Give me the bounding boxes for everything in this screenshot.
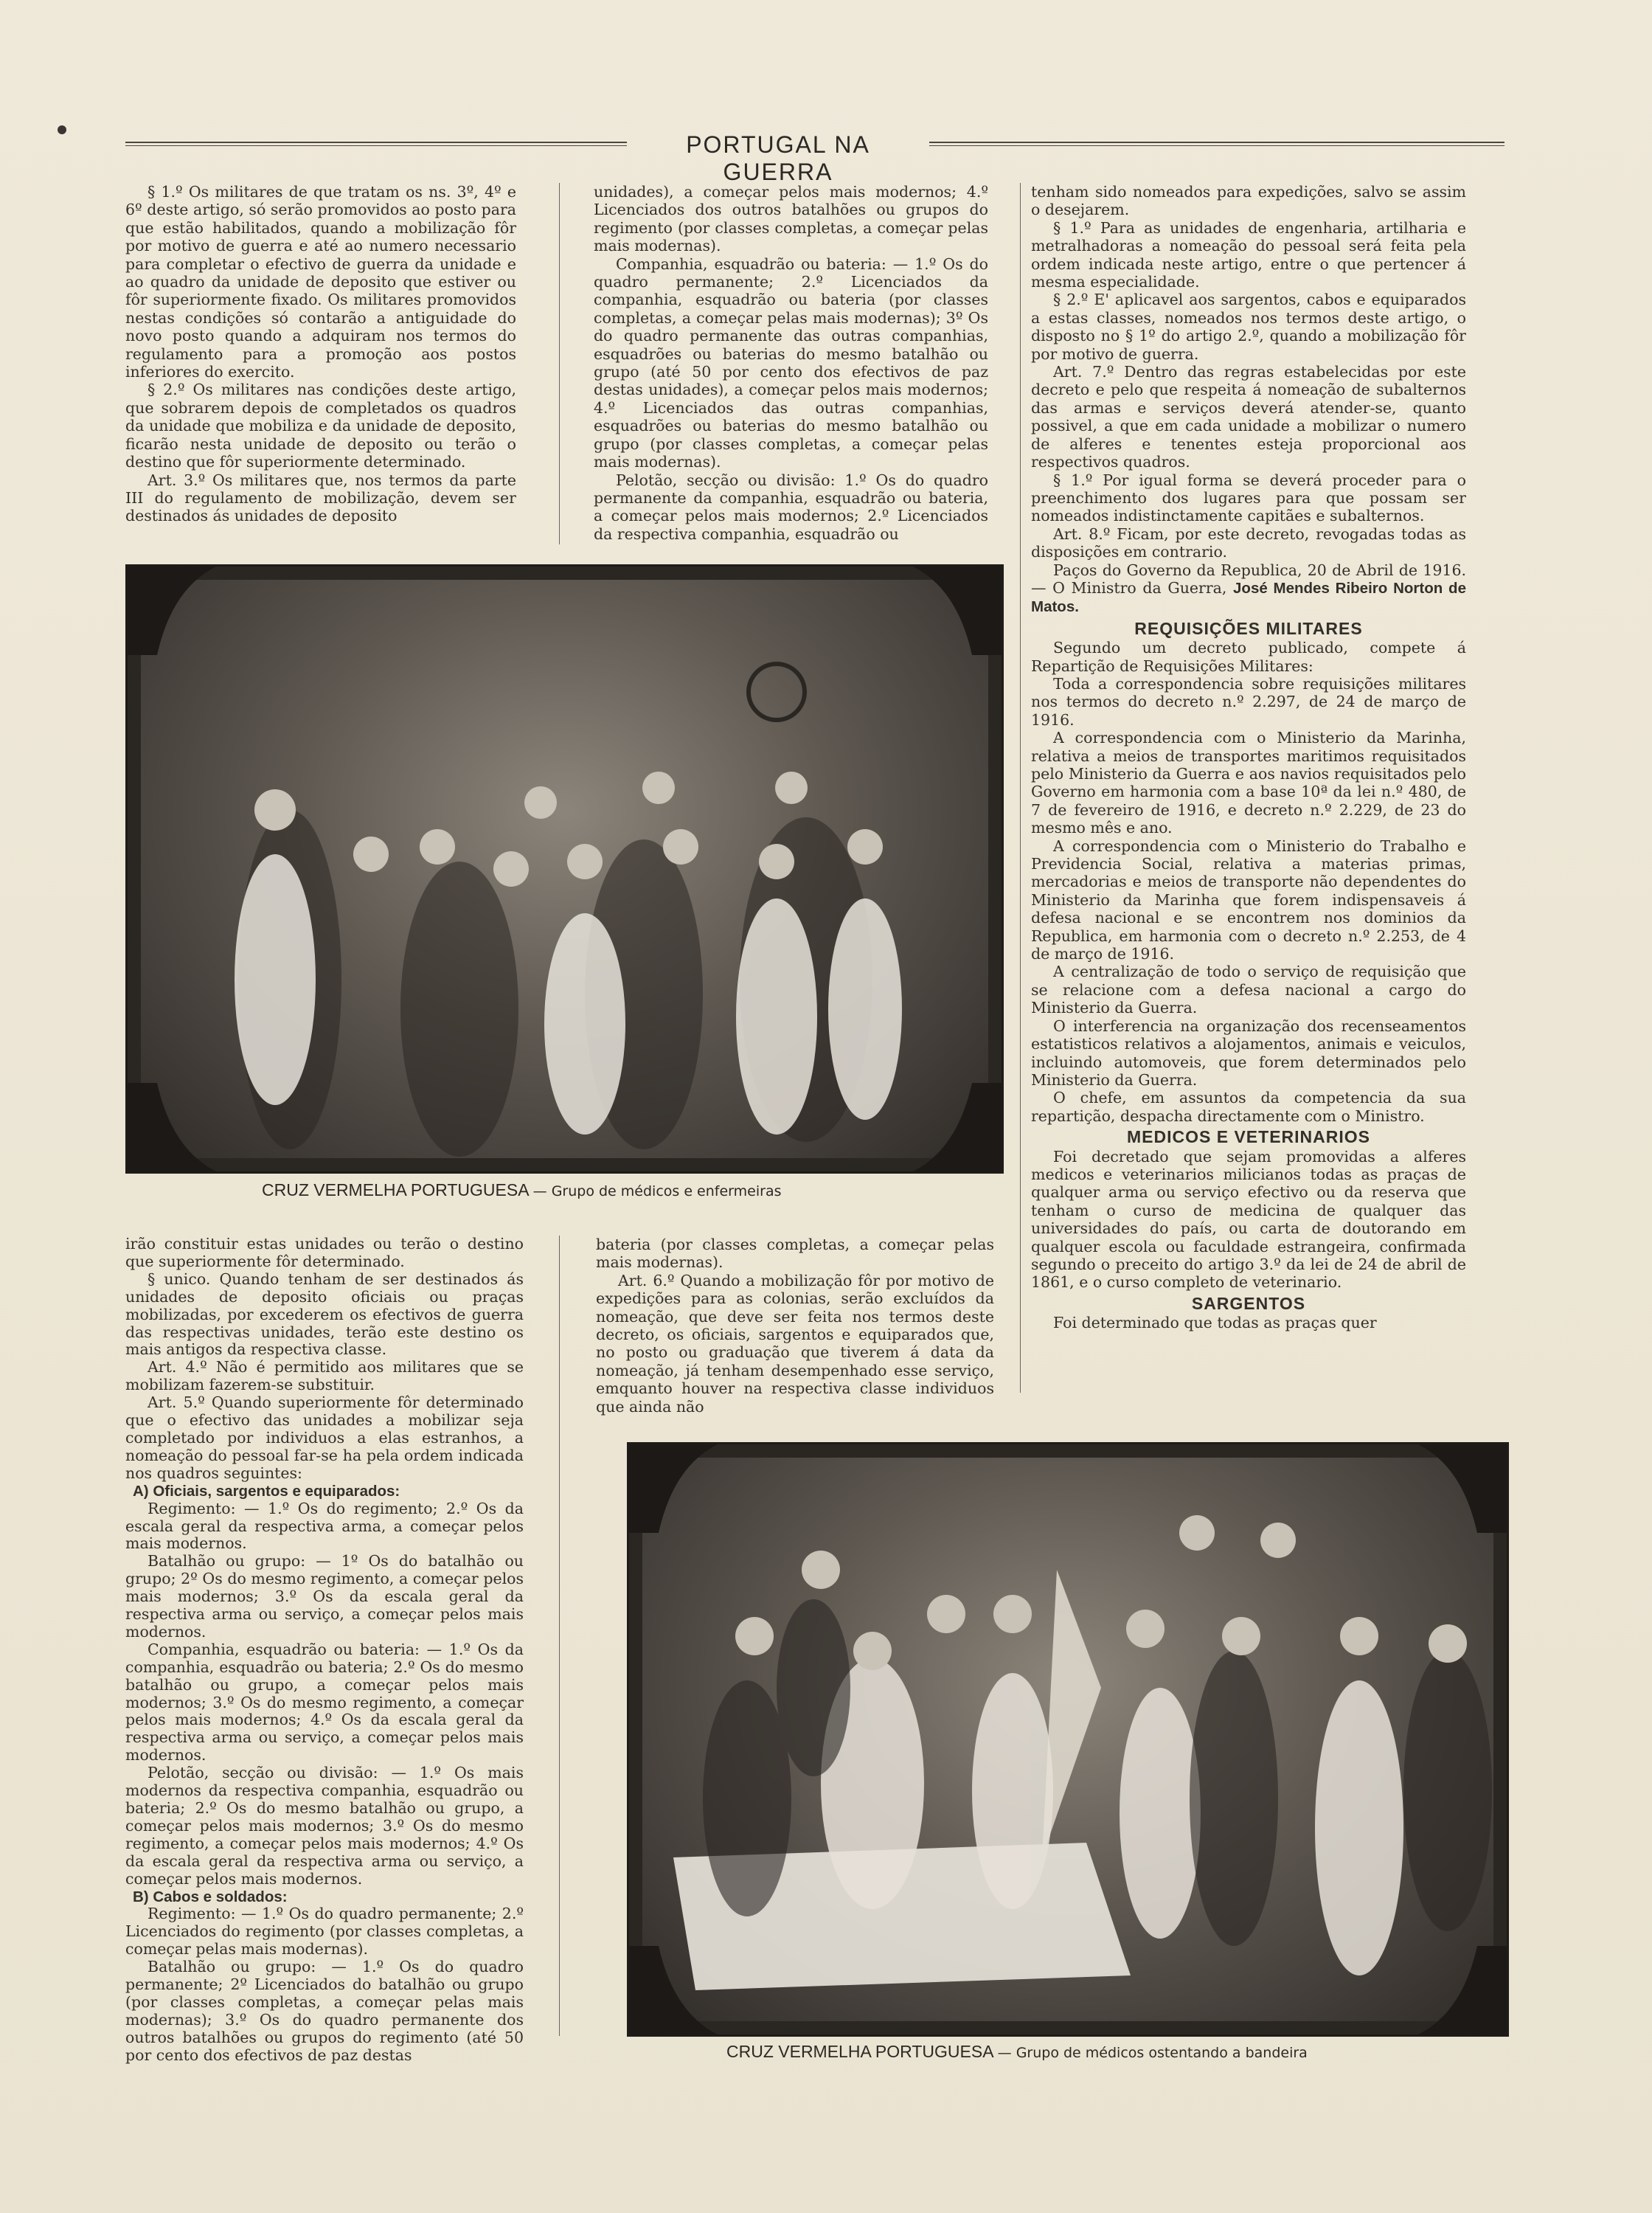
photo-red-cross-flag	[627, 1442, 1509, 2037]
caption-title: CRUZ VERMELHA PORTUGUESA	[262, 1180, 529, 1199]
photo-caption	[262, 1180, 781, 1200]
paragraph: § 1.º Para as unidades de engenharia, artilharia e metralhadoras a nomeação do pessoal será feita pela ordem indicada neste artigo, entre o que pertencer á mesma especialidade.	[1031, 218, 1466, 291]
paragraph: Art. 7.º Dentro das regras estabelecidas por este decreto e pelo que respeita á nomeação de subalternos das armas e serviços deverá atender-se, quanto possivel, a que em cada unidade a mobilizar o numero de alferes e tenentes esteja proporcional aos respectivos quadros.	[1031, 363, 1466, 471]
signature: José Mendes Ribeiro Norton de Matos.	[1031, 579, 1466, 616]
bottom-column-1	[125, 1236, 524, 2065]
paragraph: Foi decretado que sejam promovidas a alferes medicos e veterinarios milicianos todas as praças de qualquer arma ou serviço efectivo ou da reserva que tenham o curso de medicina de qualquer das universidades do país, ou carta de doutorando em qualquer escola ou faculdade estrangeira, confirmada segundo o preceito do artigo 3.º da lei de 24 de abril de 1861, e o curso completo de veterinario.	[1031, 1147, 1466, 1292]
paragraph: Pelotão, secção ou divisão: — 1.º Os mais modernos da respectiva companhia, esquadrão ou bateria; 2.º Os do mesmo batalhão ou grupo, a começar pelos mais modernos; 3.º Os do mesmo regimento, a começar pelos mais modernos; 4.º Os da escala geral da respectiva arma ou serviço, a começar pelos mais modernos.	[125, 1764, 524, 1888]
paragraph: Art. 8.º Ficam, por este decreto, revogadas todas as disposições em contrario.	[1031, 524, 1466, 561]
paragraph: A correspondencia com o Ministerio do Trabalho e Previdencia Social, relativa a materias primas, mercadorias e meios de transporte não dependentes do Ministerio da Marinha que forem indispensaveis á defesa nacional e se encontrem nos dominios da Republica, em harmonia com o decreto n.º 2.253, de 4 de março de 1916.	[1031, 837, 1466, 963]
paragraph: Batalhão ou grupo: — 1.º Os do quadro permanente; 2º Licenciados do batalhão ou grupo (por classes completas, a começar pelas mais modernas); 3.º Os do quadro permanente dos outros batalhões ou grupos do regimento (até 50 por cento dos efectivos de paz destas	[125, 1958, 524, 2064]
paragraph: Art. 3.º Os militares que, nos termos da parte III do regulamento de mobilização, devem ser destinados ás unidades de deposito	[125, 471, 516, 525]
paragraph: Toda a correspondencia sobre requisições militares nos termos do decreto n.º 2.297, de 24 de março de 1916.	[1031, 674, 1466, 729]
paragraph: § 2.º E' aplicavel aos sargentos, cabos e equiparados a estas classes, nomeados nos termos deste artigo, o disposto no § 1º do artigo 2.º, quando a mobilização fôr por motivo de guerra.	[1031, 291, 1466, 363]
paragraph: Regimento: — 1.º Os do quadro permanente; 2.º Licenciados do regimento (por classes completas, a começar pelas mais modernas).	[125, 1905, 524, 1959]
page-title: PORTUGAL NA GUERRA	[686, 131, 870, 185]
paragraph-text: Paços do Governo da Republica, 20 de Abril de 1916. — O Ministro da Guerra,	[1031, 561, 1466, 597]
paragraph: Foi determinado que todas as praças quer	[1053, 1314, 1377, 1332]
photo-figures	[629, 1444, 1507, 2034]
paragraph: § unico. Quando tenham de ser destinados ás unidades de deposito oficiais ou praças mobilizadas, por excederem os efectivos de guerra das respectivas unidades, terão este destino os mais antigos da respectiva classe.	[125, 1270, 524, 1359]
column-rule	[1020, 183, 1021, 1393]
paragraph: Art. 4.º Não é permitido aos militares que se mobilizam fazerem-se substituir.	[125, 1358, 524, 1394]
paragraph: Art. 5.º Quando superiormente fôr determinado que o efectivo das unidades a mobilizar seja completado por individuos a elas estranhos, a nomeação do pessoal far-se ha pela ordem indicada nos quadros seguintes:	[125, 1393, 524, 1482]
top-column-1	[125, 183, 516, 525]
subheading: A) Oficiais, sargentos e equiparados:	[133, 1482, 400, 1500]
section-heading: REQUISIÇÕES MILITARES	[1134, 618, 1363, 638]
paragraph: Companhia, esquadrão ou bateria: — 1.º Os do quadro permanente; 2.º Licenciados da companhia, esquadrão ou bateria (por classes completas, a começar pelas mais modernas); 3º Os do quadro permanente das outras companhias, esquadrões ou baterias do mesmo batalhão ou grupo (até 50 por cento dos efectivos de paz destas unidades), a começar pelos mais modernos; 4.º Licenciados das outras companhias, esquadrões ou baterias do mesmo batalhão ou grupo (por classes completas, a começar pelas mais modernas).	[594, 254, 988, 471]
bottom-column-2	[596, 1236, 994, 1416]
paragraph: § 1.º Por igual forma se deverá proceder para o preenchimento dos lugares para que possam ser nomeados indistinctamente capitães e subalternos.	[1031, 471, 1466, 525]
paragraph: Companhia, esquadrão ou bateria: — 1.º Os da companhia, esquadrão ou bateria; 2.º Os do mesmo batalhão ou grupo, a começar pelos mais modernos; 3.º Os do mesmo regimento, a começar pelos mais modernos; 4.º Os da escala geral da respectiva arma ou serviço, a começar pelos mais modernos.	[125, 1640, 524, 1764]
paragraph: A correspondencia com o Ministerio da Marinha, relativa a meios de transportes maritimos requisitados pelo Ministerio da Guerra e aos navios requisitados pelo Governo em harmonia com a base 10ª da lei n.º 480, de 7 de fevereiro de 1916, e decreto n.º 2.229, de 23 do mesmo mês e ano.	[1031, 729, 1466, 837]
section-heading: SARGENTOS	[1191, 1293, 1306, 1313]
column-rule	[559, 183, 560, 544]
header-rule-right	[929, 142, 1504, 146]
paragraph: O chefe, em assuntos da competencia da sua repartição, despacha directamente com o Ministro.	[1031, 1089, 1466, 1125]
caption-text: — Grupo de médicos e enfermeiras	[532, 1183, 782, 1199]
caption-title: CRUZ VERMELHA PORTUGUESA	[726, 2042, 993, 2061]
right-column	[1031, 183, 1466, 1332]
paragraph	[1031, 561, 1466, 617]
paragraph: Pelotão, secção ou divisão: 1.º Os do quadro permanente da companhia, esquadrão ou bateria, a começar pelos mais modernos; 2.º Licenciados da respectiva companhia, esquadrão ou	[594, 471, 988, 543]
paragraph: irão constituir estas unidades ou terão o destino que superiormente fôr determinado.	[125, 1235, 524, 1270]
paragraph: bateria (por classes completas, a começar pelas mais modernas).	[596, 1236, 994, 1272]
paragraph: O interferencia na organização dos recenseamentos estatisticos relativos a alojamentos, animais e veiculos, incluindo automoveis, que forem determinados pelo Ministerio da Guerra.	[1031, 1017, 1466, 1089]
top-column-2	[594, 183, 988, 543]
photo-red-cross-group	[125, 564, 1004, 1174]
paragraph: § 1.º Os militares de que tratam os ns. 3º, 4º e 6º deste artigo, só serão promovidos ao posto para que estão habilitados, quando a mobilização fôr por motivo de guerra e até ao numero necessario para completar o efectivo de guerra da unidade e ao quadro da unidade de deposito que estiver ou fôr superiormente fixado. Os militares promovidos nestas condições só contarão a antiguidade do novo posto quando a adquiram nos termos do regulamento para a promoção aos postos inferiores do exercito.	[125, 183, 516, 381]
paragraph: Segundo um decreto publicado, compete á Repartição de Requisições Militares:	[1031, 639, 1466, 675]
subheading: B) Cabos e soldados:	[133, 1888, 288, 1905]
paragraph: A centralização de todo o serviço de requisição que se relacione com a defesa nacional a cargo do Ministerio da Guerra.	[1031, 963, 1466, 1017]
paragraph: Batalhão ou grupo: — 1º Os do batalhão ou grupo; 2º Os do mesmo regimento, a começar pelos mais modernos; 3.º Os da escala geral da respectiva arma ou serviço, a começar pelos mais modernos.	[125, 1552, 524, 1641]
photo-caption	[726, 2042, 1308, 2062]
header-rule-left	[125, 142, 627, 146]
binding-hole	[58, 125, 66, 134]
paragraph: § 2.º Os militares nas condições deste artigo, que sobrarem depois de completados os quadros da unidade que mobiliza e da unidade de deposito, ficarão nesta unidade de deposito ou terão o destino que fôr superiormente determinado.	[125, 381, 516, 471]
photo-figures	[128, 567, 1002, 1171]
paragraph: Regimento: — 1.º Os do regimento; 2.º Os da escala geral da respectiva arma, a começar pelos mais modernos.	[125, 1499, 524, 1553]
column-rule	[559, 1236, 560, 2036]
caption-text: — Grupo de médicos ostentando a bandeira	[997, 2045, 1308, 2061]
page-header	[125, 131, 1504, 185]
paragraph: unidades), a começar pelos mais modernos; 4.º Licenciados dos outros batalhões ou grupos do regimento (por classes completas, a começar pelas mais modernas).	[594, 183, 988, 255]
section-heading: MEDICOS E VETERINARIOS	[1127, 1127, 1370, 1147]
paragraph: tenham sido nomeados para expedições, salvo se assim o desejarem.	[1031, 183, 1466, 219]
paragraph: Art. 6.º Quando a mobilização fôr por motivo de expedições para as colonias, serão excluídos da nomeação, que deve ser feita nos termos deste decreto, os oficiais, sargentos e equiparados que, no posto ou graduação que tiverem á data da nomeação, já tenham desempenhado esse serviço, emquanto houver na respectiva classe individuos que ainda não	[596, 1271, 994, 1416]
